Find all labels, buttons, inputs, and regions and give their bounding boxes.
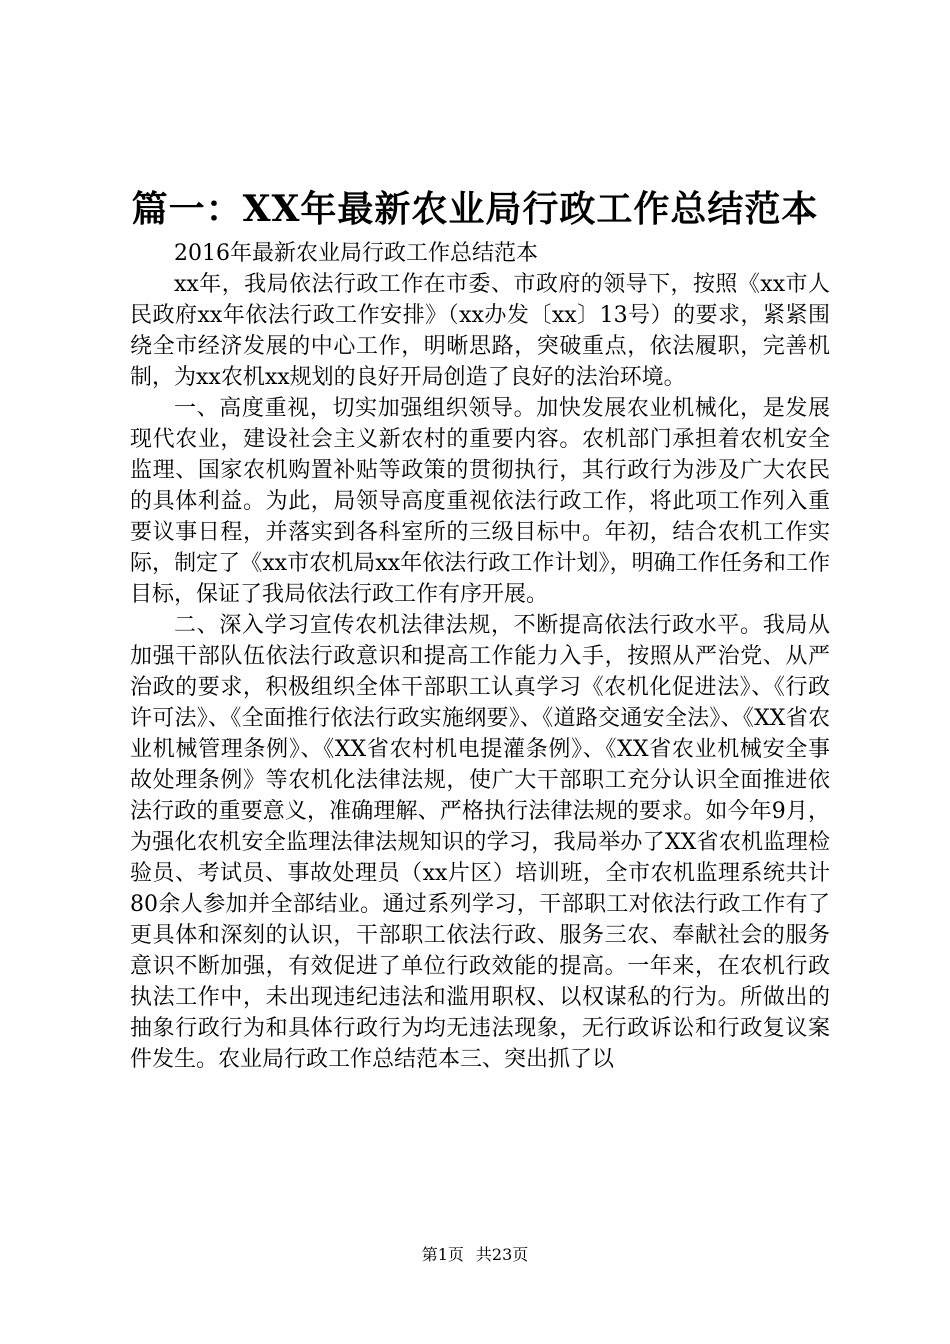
subtitle-paragraph: 2016年最新农业局行政工作总结范本	[174, 241, 538, 266]
page-number: 第1页	[421, 1245, 464, 1264]
body-paragraph: 一、高度重视，切实加强组织领导。加快发展农业机械化，是发展现代农业，建设社会主义新农村的重要内容。农机部门承担着农机安全监理、国家农机购置补贴等政策的贯彻执行，其行政行为涉及广大农民的具体利益。为此，局领导高度重视依法行政工作，将此项工作列入重要议事日程，并落实到各科室所的三级目标中。年初，结合农机工作实际，制定了《xx市农机局xx年依法行政工作计划》，明确工作任务和工作目标，保证了我局依法行政工作有序开展。	[130, 396, 830, 607]
page-total: 共23页	[475, 1245, 529, 1264]
document-title: 篇一：XX年最新农业局行政工作总结范本	[131, 188, 819, 230]
body-paragraph: 二、深入学习宣传农机法律法规，不断提高依法行政水平。我局从加强干部队伍依法行政意识和提高工作能力入手，按照从严治党、从严治政的要求，积极组织全体干部职工认真学习《农机化促进法》、《行政许可法》、《全面推行依法行政实施纲要》、《道路交通安全法》、《XX省农业机械管理条例》、《XX省农村机电提灌条例》、《XX省农业机械安全事故处理条例》等农机化法律法规，使广大干部职工充分认识全面推进依法行政的重要意义，准确理解、严格执行法律法规的要求。如今年9月，为强化农机安全监理法律法规知识的学习，我局举办了XX省农机监理检验员、考试员、事故处理员（xx片区）培训班，全市农机监理系统共计80余人参加并全部结业。通过系列学习，干部职工对依法行政工作有了更具体和深刻的认识，干部职工依法行政、服务三农、奉献社会的服务意识不断加强，有效促进了单位行政效能的提高。一年来，在农机行政执法工作中，未出现违纪违法和滥用职权、以权谋私的行为。所做出的抽象行政行为和具体行政行为均无违法现象，无行政诉讼和行政复议案件发生。农业局行政工作总结范本三、突出抓了以	[130, 613, 830, 1072]
document-body	[130, 238, 830, 1075]
page-footer	[0, 1244, 950, 1266]
body-paragraph: xx年，我局依法行政工作在市委、市政府的领导下，按照《xx市人民政府xx年依法行政工作安排》（xx办发〔xx〕13号）的要求，紧紧围绕全市经济发展的中心工作，明晰思路，突破重点，依法履职，完善机制，为xx农机xx规划的良好开局创造了良好的法治环境。	[130, 272, 830, 390]
